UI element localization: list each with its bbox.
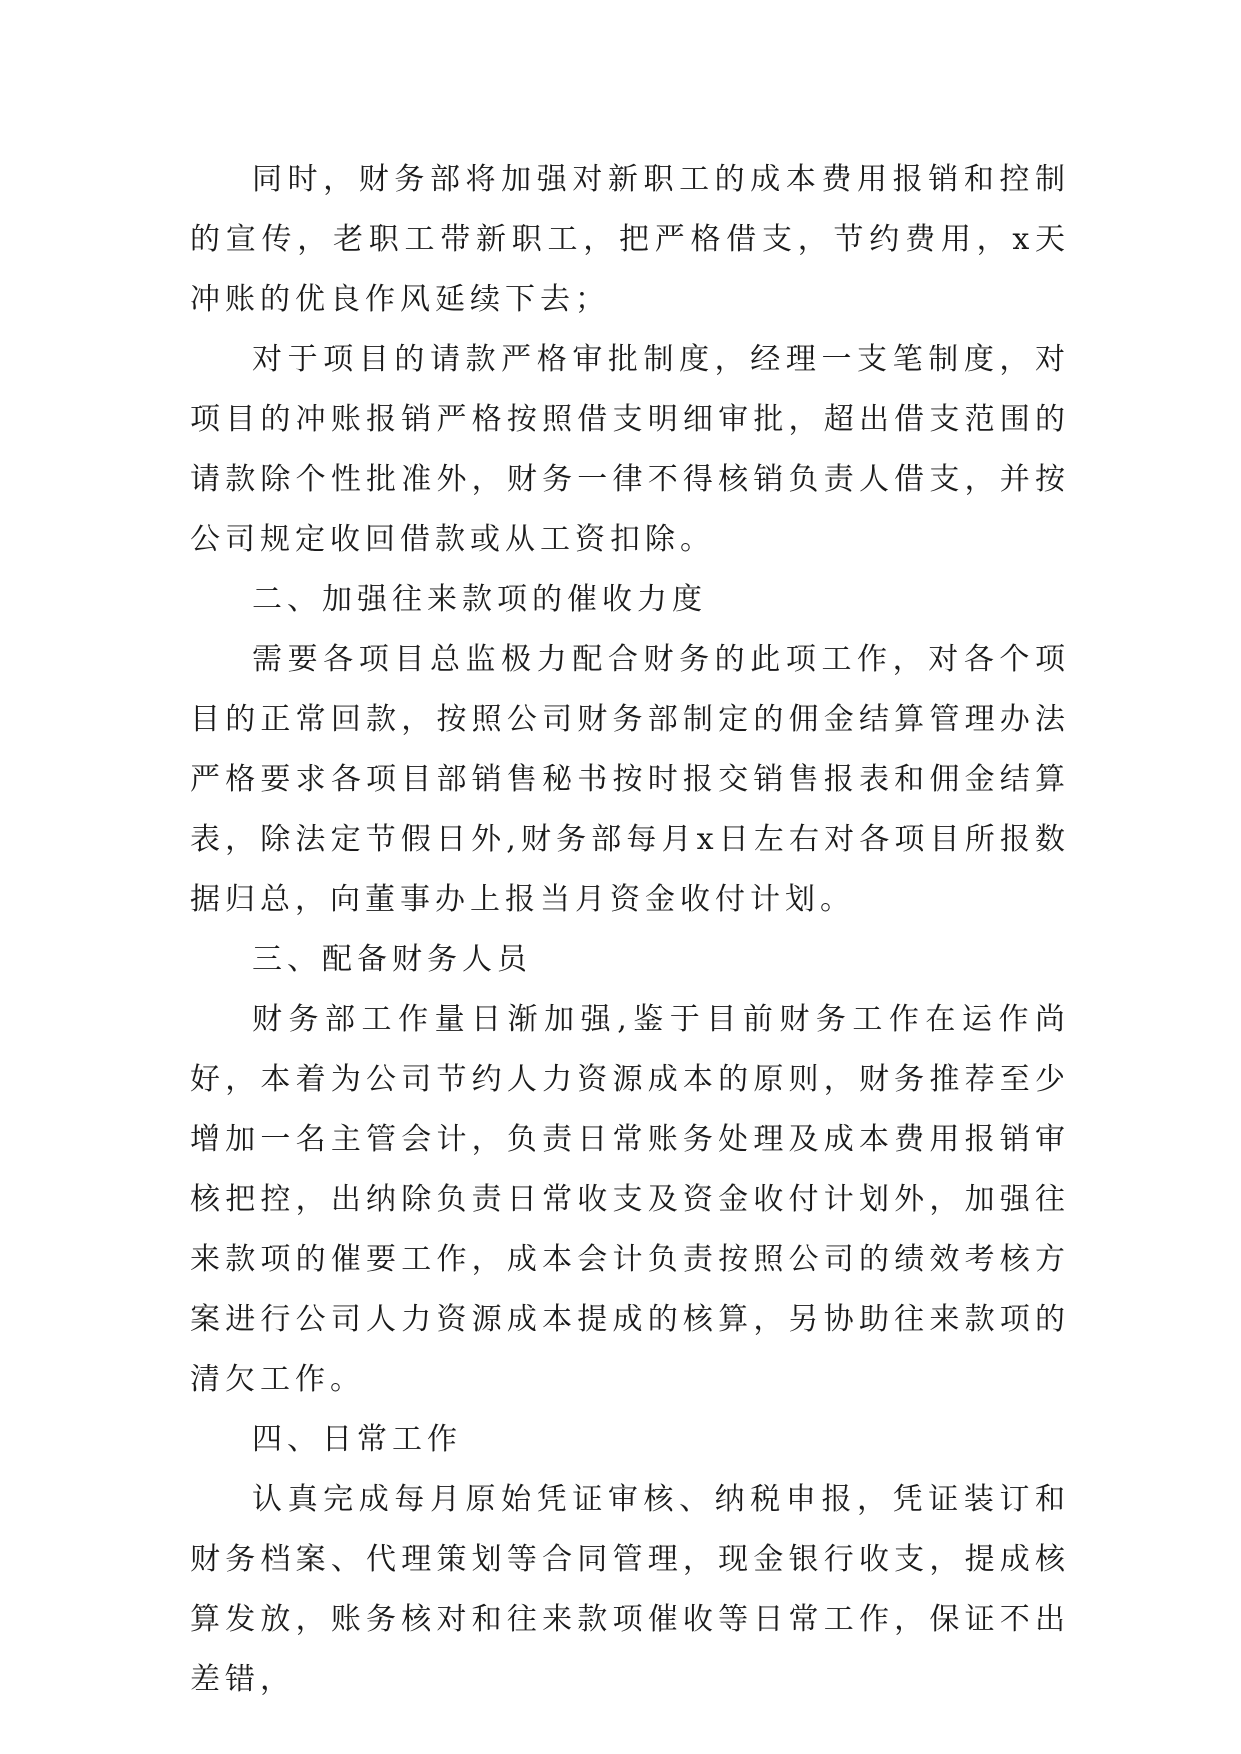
paragraph-approval-system: 对于项目的请款严格审批制度，经理一支笔制度，对项目的冲账报销严格按照借支明细审批，超出借支范围的请款除个性批准外，财务一律不得核销负责人借支，并按公司规定收回借款或从工资扣除。 <box>190 342 1070 557</box>
paragraph-receivables: 需要各项目总监极力配合财务的此项工作，对各个项目的正常回款，按照公司财务部制定的佣金结算管理办法严格要求各项目部销售秘书按时报交销售报表和佣金结算表，除法定节假日外,财务部每月x日左右对各项目所报数据归总，向董事办上报当月资金收付计划。 <box>190 642 1070 917</box>
paragraph-expense-promotion: 同时，财务部将加强对新职工的成本费用报销和控制的宣传，老职工带新职工，把严格借支，节约费用，x天冲账的优良作风延续下去； <box>190 162 1070 317</box>
paragraph-staffing: 财务部工作量日渐加强,鉴于目前财务工作在运作尚好，本着为公司节约人力资源成本的原则，财务推荐至少增加一名主管会计，负责日常账务处理及成本费用报销审核把控，出纳除负责日常收支及资金收付计划外，加强往来款项的催要工作，成本会计负责按照公司的绩效考核方案进行公司人力资源成本提成的核算，另协助往来款项的清欠工作。 <box>190 1002 1070 1397</box>
section-heading-receivables: 二、加强往来款项的催收力度 <box>252 582 707 617</box>
document-page <box>190 150 1070 1710</box>
paragraph-daily-work: 认真完成每月原始凭证审核、纳税申报，凭证装订和财务档案、代理策划等合同管理，现金银行收支，提成核算发放，账务核对和往来款项催收等日常工作，保证不出差错， <box>190 1482 1070 1697</box>
section-heading-daily-work: 四、日常工作 <box>252 1422 462 1457</box>
section-heading-staffing: 三、配备财务人员 <box>252 942 532 977</box>
